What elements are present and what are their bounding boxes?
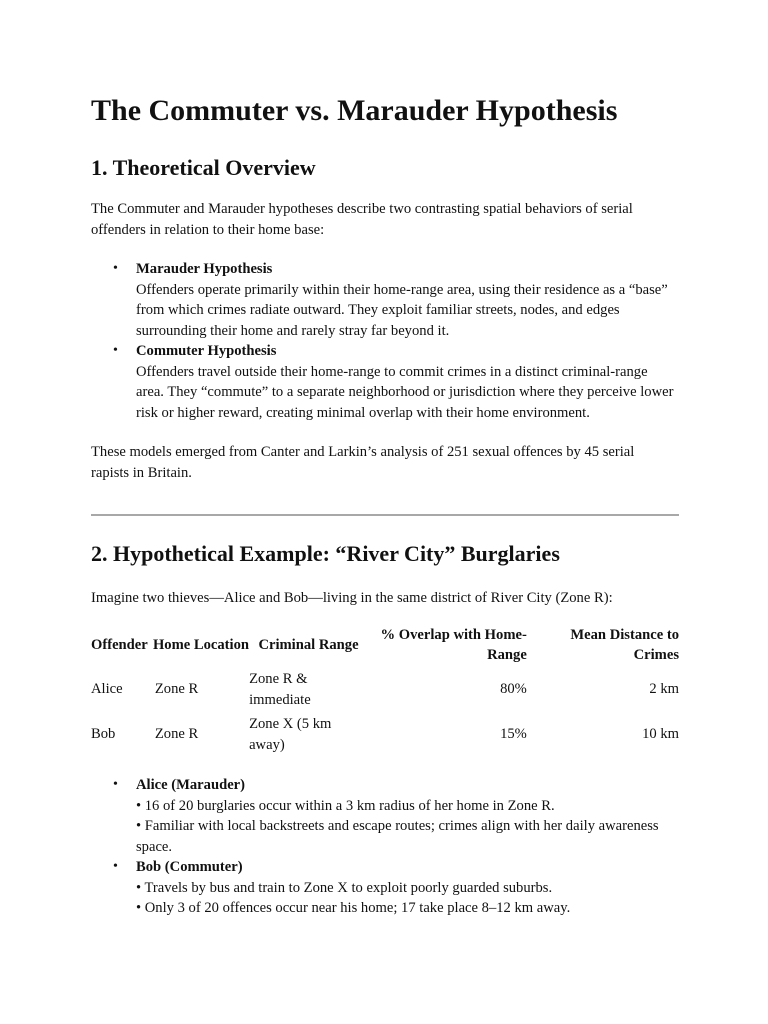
desc-commuter: Offenders travel outside their home-range to commit crimes in a distinct criminal-range area. They “commute” to a separate neighborhood or jurisdiction where they perceive lower risk or higher reward, creating minimal overlap with their home environment. — [136, 363, 674, 421]
bullet-icon: • — [113, 859, 118, 874]
cell-home-location: Zone R — [154, 681, 199, 698]
cell-overlap: 80% — [500, 681, 527, 698]
col-header-mean-distance: Mean Distance to Crimes — [570, 626, 679, 663]
detail-line: • 16 of 20 burglaries occur within a 3 km radius of her home in Zone R. — [136, 797, 555, 814]
section-2-heading: 2. Hypothetical Example: “River City” Burglaries — [91, 541, 560, 566]
cell-criminal-range: Zone R & immediate — [249, 671, 311, 708]
detail-line: • Familiar with local backstreets and escape routes; crimes align with her daily awareness space. — [136, 818, 659, 855]
bullet-icon: • — [113, 261, 118, 276]
bullet-icon: • — [113, 343, 118, 358]
list-item-bob — [91, 857, 679, 919]
col-header-criminal-range: Criminal Range — [258, 636, 359, 653]
cell-offender: Alice — [91, 681, 123, 698]
cell-home-location: Zone R — [154, 726, 199, 743]
term-marauder: Marauder Hypothesis — [136, 261, 273, 277]
section-1-closing: These models emerged from Canter and Larkin’s analysis of 251 sexual offences by 45 serial rapists in Britain. — [91, 444, 635, 481]
cell-mean-distance: 10 km — [642, 726, 679, 743]
list-item-alice — [91, 775, 679, 857]
term-commuter: Commuter Hypothesis — [136, 343, 277, 359]
section-2-intro: Imagine two thieves—Alice and Bob—living in the same district of River City (Zone R): — [91, 590, 613, 606]
col-header-offender: Offender — [91, 636, 148, 653]
list-item-marauder — [91, 259, 679, 341]
document-content — [91, 92, 679, 919]
section-divider — [91, 514, 679, 516]
term-bob: Bob (Commuter) — [136, 859, 243, 875]
col-header-overlap: % Overlap with Home-Range — [380, 626, 527, 663]
detail-line: • Travels by bus and train to Zone X to exploit poorly guarded suburbs. — [136, 879, 553, 896]
table-row — [91, 667, 679, 712]
offender-table — [91, 623, 679, 757]
bullet-icon: • — [113, 777, 118, 792]
section-1-heading: 1. Theoretical Overview — [91, 155, 316, 180]
term-alice: Alice (Marauder) — [136, 777, 246, 793]
hypothesis-list — [91, 259, 679, 423]
table-header-row — [91, 623, 679, 667]
cell-offender: Bob — [91, 726, 116, 743]
col-header-home-location: Home Location — [152, 636, 250, 653]
detail-line: • Only 3 of 20 offences occur near his home; 17 take place 8–12 km away. — [136, 900, 571, 916]
offender-list — [91, 775, 679, 919]
page-title: The Commuter vs. Marauder Hypothesis — [91, 94, 618, 127]
cell-overlap: 15% — [500, 726, 527, 743]
table-row — [91, 712, 679, 757]
section-1-intro: The Commuter and Marauder hypotheses describe two contrasting spatial behaviors of serial offenders in relation to their home base: — [91, 201, 633, 238]
list-item-commuter — [91, 341, 679, 423]
cell-mean-distance: 2 km — [649, 681, 679, 698]
cell-criminal-range: Zone X (5 km away) — [249, 716, 332, 753]
desc-marauder: Offenders operate primarily within their home-range area, using their residence as a “base” from which crimes radiate outward. They exploit familiar streets, nodes, and edges surrounding their home and rarely stray far beyond it. — [136, 281, 668, 339]
